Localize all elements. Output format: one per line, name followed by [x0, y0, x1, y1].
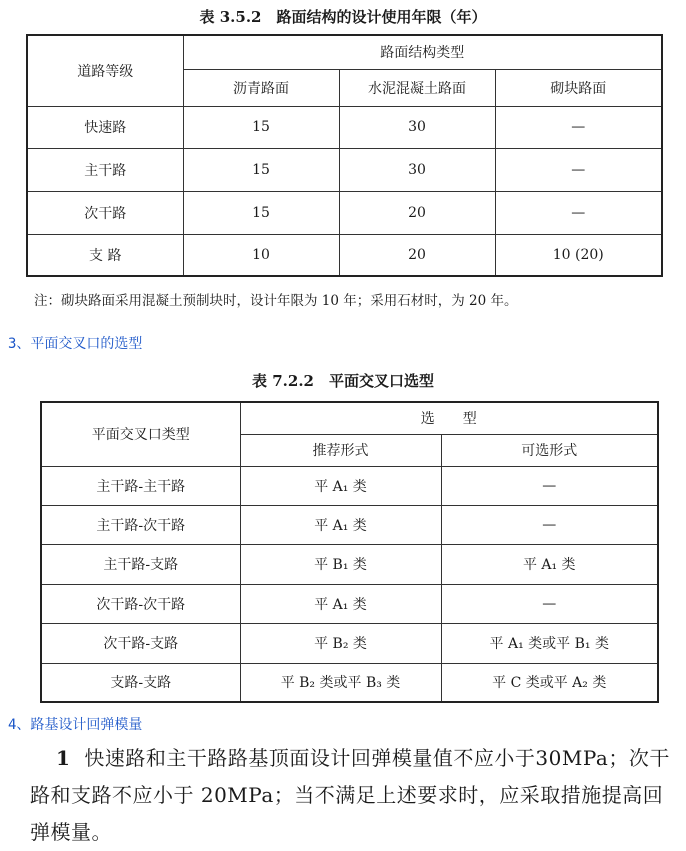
value-cell: — — [441, 584, 658, 623]
table1-caption: 表 3.5.2 路面结构的设计使用年限（年） — [199, 8, 487, 26]
table2-group-header: 选 型 — [240, 402, 658, 434]
value-cell: 平 A₁ 类或平 B₁ 类 — [441, 623, 658, 663]
table1-note: 注：砌块路面采用混凝土预制块时，设计年限为 10 年；采用石材时，为 20 年。 — [34, 293, 518, 309]
table2-caption: 表 7.2.2 平面交叉口选型 — [252, 372, 434, 390]
table-row — [41, 505, 658, 544]
value-cell: 30 — [339, 148, 495, 191]
value-cell: 30 — [339, 106, 495, 148]
value-cell: 10 — [183, 234, 339, 276]
road-grade-cell: 次干路 — [27, 191, 183, 234]
section4-paragraph — [30, 740, 670, 851]
value-cell: 20 — [339, 191, 495, 234]
value-cell: 平 B₂ 类 — [240, 623, 441, 663]
road-grade-cell: 快速路 — [27, 106, 183, 148]
intersection-type-cell: 支路-支路 — [41, 663, 240, 702]
value-cell: 平 A₁ 类 — [441, 544, 658, 584]
value-cell: 平 A₁ 类 — [240, 584, 441, 623]
value-cell: — — [495, 191, 662, 234]
value-cell: 平 B₂ 类或平 B₃ 类 — [240, 663, 441, 702]
value-cell: 平 C 类或平 A₂ 类 — [441, 663, 658, 702]
paragraph-text: 快速路和主干路路基顶面设计回弹模量值不应小于30MPa；次干路和支路不应小于 20MPa；当不满足上述要求时，应采取措施提高回弹模量。 — [30, 746, 670, 844]
table2-column-header: 推荐形式 — [240, 434, 441, 466]
table-row — [41, 584, 658, 623]
table1-column-header: 沥青路面 — [183, 69, 339, 106]
value-cell: 15 — [183, 106, 339, 148]
value-cell: — — [495, 106, 662, 148]
table-row — [41, 466, 658, 505]
table1-row-header: 道路等级 — [27, 35, 183, 106]
item-number: 1 — [56, 746, 71, 770]
value-cell: — — [441, 505, 658, 544]
table1-column-header: 砌块路面 — [495, 69, 662, 106]
table2-column-header: 可选形式 — [441, 434, 658, 466]
table2-row-header: 平面交叉口类型 — [41, 402, 240, 466]
value-cell: 15 — [183, 191, 339, 234]
table1-column-header: 水泥混凝土路面 — [339, 69, 495, 106]
value-cell: — — [495, 148, 662, 191]
value-cell: 10 (20) — [495, 234, 662, 276]
table-row — [27, 234, 662, 276]
value-cell: 15 — [183, 148, 339, 191]
table-row — [41, 663, 658, 702]
section4-heading: 4、路基设计回弹模量 — [8, 717, 143, 733]
table-row — [41, 623, 658, 663]
value-cell: 平 A₁ 类 — [240, 505, 441, 544]
intersection-type-cell: 主干路-主干路 — [41, 466, 240, 505]
road-grade-cell: 主干路 — [27, 148, 183, 191]
intersection-type-cell: 主干路-支路 — [41, 544, 240, 584]
table-row — [27, 106, 662, 148]
table2 — [40, 401, 659, 703]
table1-group-header: 路面结构类型 — [183, 35, 662, 69]
intersection-type-cell: 主干路-次干路 — [41, 505, 240, 544]
value-cell: — — [441, 466, 658, 505]
intersection-type-cell: 次干路-次干路 — [41, 584, 240, 623]
table-row — [27, 148, 662, 191]
value-cell: 20 — [339, 234, 495, 276]
road-grade-cell: 支 路 — [27, 234, 183, 276]
section3-heading: 3、平面交叉口的选型 — [8, 336, 143, 352]
table-row — [41, 544, 658, 584]
intersection-type-cell: 次干路-支路 — [41, 623, 240, 663]
value-cell: 平 A₁ 类 — [240, 466, 441, 505]
value-cell: 平 B₁ 类 — [240, 544, 441, 584]
table-row — [27, 191, 662, 234]
table1 — [26, 34, 663, 277]
